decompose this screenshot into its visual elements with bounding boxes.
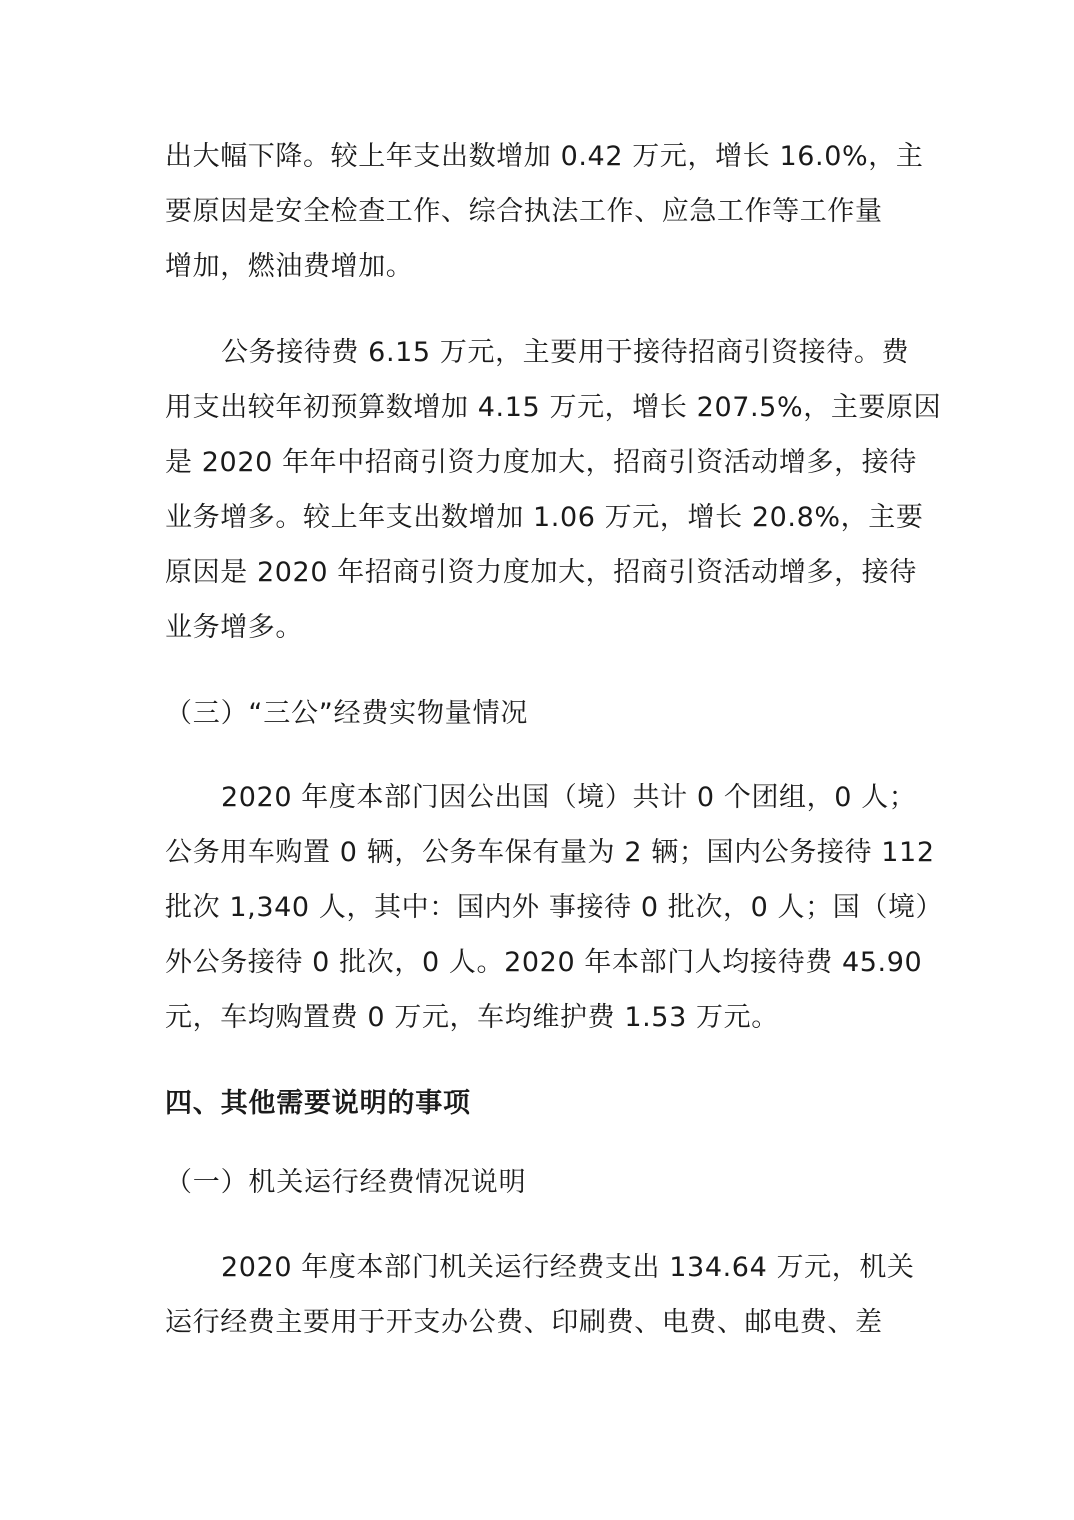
- paragraph-line: 出大幅下降。较上年支出数增加 0.42 万元，增长 16.0%，主: [165, 141, 924, 172]
- paragraph-line: 外公务接待 0 批次，0 人。2020 年本部门人均接待费 45.90: [165, 947, 923, 978]
- paragraph-line: 是 2020 年年中招商引资力度加大，招商引资活动增多，接待: [165, 447, 917, 478]
- subsection-heading-one: （一）机关运行经费情况说明: [165, 1167, 527, 1198]
- paragraph-line: 用支出较年初预算数增加 4.15 万元，增长 207.5%，主要原因: [165, 392, 942, 423]
- paragraph-line: 运行经费主要用于开支办公费、印刷费、电费、邮电费、差: [165, 1307, 883, 1338]
- paragraph-physical-quantity: [165, 770, 944, 1045]
- paragraph-line: 原因是 2020 年招商引资力度加大，招商引资活动增多，接待: [165, 557, 917, 588]
- paragraph-line: 要原因是安全检查工作、综合执法工作、应急工作等工作量: [165, 196, 883, 227]
- paragraph-line: 公务接待费 6.15 万元，主要用于接待招商引资接待。费: [221, 337, 910, 368]
- paragraph-vehicle-expense: [165, 129, 925, 294]
- section-heading-four: 四、其他需要说明的事项: [165, 1088, 471, 1119]
- paragraph-line: 2020 年度本部门机关运行经费支出 134.64 万元，机关: [221, 1252, 915, 1283]
- paragraph-line: 元，车均购置费 0 万元，车均维护费 1.53 万元。: [165, 1002, 779, 1033]
- paragraph-reception-expense: [165, 325, 942, 655]
- paragraph-line: 增加，燃油费增加。: [165, 251, 414, 282]
- paragraph-line: 2020 年度本部门因公出国（境）共计 0 个团组，0 人；: [221, 782, 917, 813]
- paragraph-line: 业务增多。: [165, 612, 303, 643]
- paragraph-line: 批次 1,340 人，其中：国内外 事接待 0 批次，0 人；国（境）: [165, 892, 944, 923]
- paragraph-line: 公务用车购置 0 辆，公务车保有量为 2 辆；国内公务接待 112: [165, 837, 935, 868]
- paragraph-line: 业务增多。较上年支出数增加 1.06 万元，增长 20.8%，主要: [165, 502, 924, 533]
- paragraph-operating-expense: [165, 1240, 925, 1350]
- section-heading-three-public: （三）“三公”经费实物量情况: [165, 698, 529, 729]
